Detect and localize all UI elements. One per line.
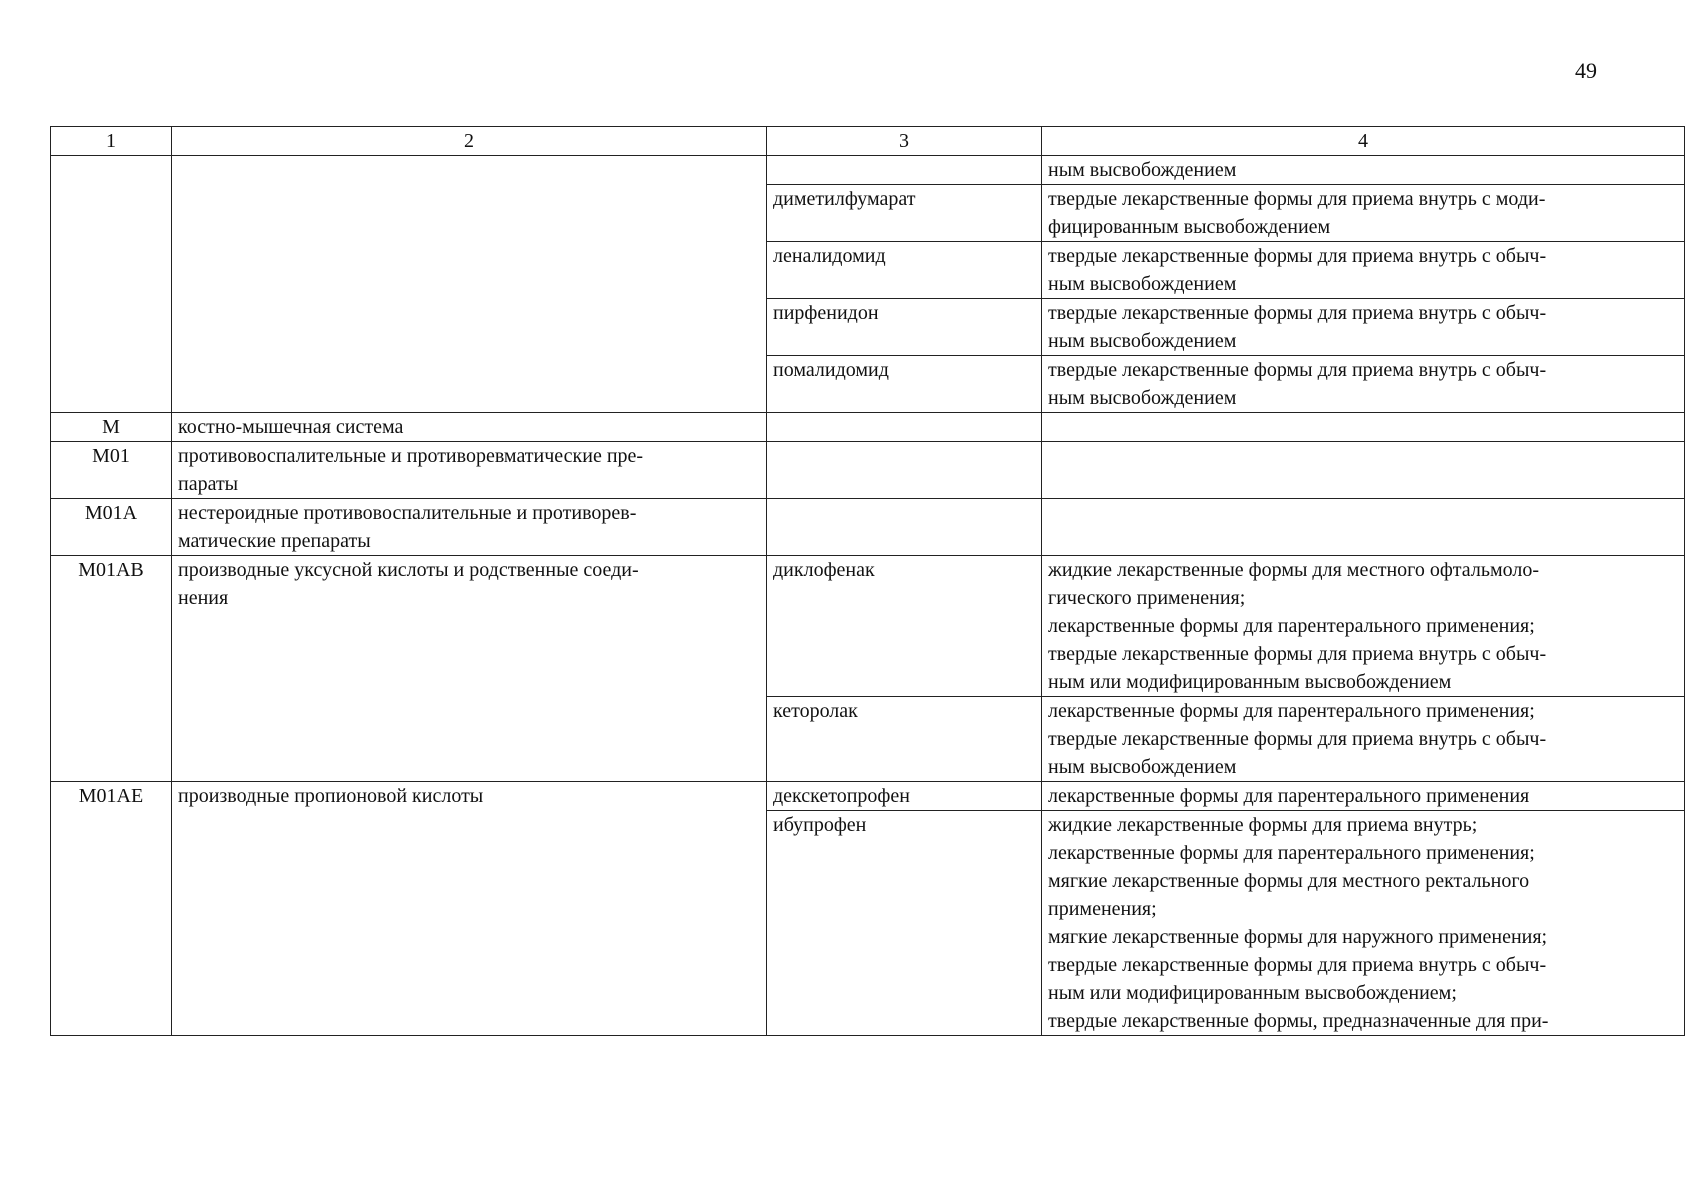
- name-line: матические препараты: [178, 530, 371, 552]
- name-line: нестероидные противовоспалительные и противорев-: [178, 502, 637, 524]
- code-cell: М: [51, 413, 172, 442]
- name-cell: производные пропионовой кислоты: [172, 782, 767, 1036]
- form-line: жидкие лекарственные формы для приема внутрь;: [1048, 814, 1478, 836]
- code-cell: М01АЕ: [51, 782, 172, 1036]
- column-header-3: 3: [767, 127, 1042, 156]
- table-row: [51, 413, 1685, 442]
- form-cell: [1042, 242, 1685, 299]
- drug-cell: леналидомид: [767, 242, 1042, 299]
- drug-cell: помалидомид: [767, 356, 1042, 413]
- table-row: [51, 156, 1685, 185]
- drug-cell: декскетопрофен: [767, 782, 1042, 811]
- column-header-2: 2: [172, 127, 767, 156]
- form-cell: [1042, 811, 1685, 1036]
- drug-cell: [767, 413, 1042, 442]
- form-line: лекарственные формы для парентерального применения;: [1048, 615, 1535, 637]
- form-cell: [1042, 697, 1685, 782]
- page-number: 49: [1575, 58, 1597, 83]
- form-line: твердые лекарственные формы для приема внутрь с моди-: [1048, 188, 1546, 210]
- form-line: ным или модифицированным высвобождением: [1048, 671, 1452, 693]
- table-row: [51, 556, 1685, 697]
- drug-cell: диметилфумарат: [767, 185, 1042, 242]
- form-line: лекарственные формы для парентерального применения;: [1048, 700, 1535, 722]
- form-line: твердые лекарственные формы, предназначенные для при-: [1048, 1010, 1549, 1032]
- table-row: [51, 499, 1685, 556]
- form-line: твердые лекарственные формы для приема внутрь с обыч-: [1048, 643, 1547, 665]
- drug-cell: диклофенак: [767, 556, 1042, 697]
- form-cell: [1042, 442, 1685, 499]
- form-line: лекарственные формы для парентерального применения;: [1048, 842, 1535, 864]
- form-line: твердые лекарственные формы для приема внутрь с обыч-: [1048, 954, 1547, 976]
- form-line: ным высвобождением: [1048, 756, 1237, 778]
- form-line: ным высвобождением: [1048, 330, 1237, 352]
- name-line: параты: [178, 473, 239, 495]
- form-line: гического применения;: [1048, 587, 1246, 609]
- name-line: противовоспалительные и противоревматические пре-: [178, 445, 644, 467]
- form-line: твердые лекарственные формы для приема внутрь с обыч-: [1048, 359, 1547, 381]
- drug-cell: пирфенидон: [767, 299, 1042, 356]
- form-line: фицированным высвобождением: [1048, 216, 1331, 238]
- form-line: твердые лекарственные формы для приема внутрь с обыч-: [1048, 302, 1547, 324]
- column-header-4: 4: [1042, 127, 1685, 156]
- form-cell: [1042, 413, 1685, 442]
- form-cell: ным высвобождением: [1042, 156, 1685, 185]
- column-header-1: 1: [51, 127, 172, 156]
- name-cell: [172, 556, 767, 782]
- form-line: ным высвобождением: [1048, 273, 1237, 295]
- drug-cell: ибупрофен: [767, 811, 1042, 1036]
- form-line: ным или модифицированным высвобождением;: [1048, 982, 1457, 1004]
- name-line: нения: [178, 587, 229, 609]
- form-line: твердые лекарственные формы для приема внутрь с обыч-: [1048, 728, 1547, 750]
- table-header-row: [51, 127, 1685, 156]
- name-cell: [172, 499, 767, 556]
- form-cell: [1042, 499, 1685, 556]
- drug-cell: [767, 442, 1042, 499]
- form-line: мягкие лекарственные формы для наружного применения;: [1048, 926, 1548, 948]
- code-cell: [51, 156, 172, 413]
- drug-classification-table: [50, 126, 1685, 1036]
- name-cell: [172, 442, 767, 499]
- form-cell: [1042, 556, 1685, 697]
- form-line: мягкие лекарственные формы для местного ректального: [1048, 870, 1530, 892]
- form-line: твердые лекарственные формы для приема внутрь с обыч-: [1048, 245, 1547, 267]
- form-cell: [1042, 299, 1685, 356]
- table-row: [51, 782, 1685, 811]
- form-line: ным высвобождением: [1048, 387, 1237, 409]
- form-cell: [1042, 185, 1685, 242]
- form-cell: лекарственные формы для парентерального применения: [1042, 782, 1685, 811]
- code-cell: М01А: [51, 499, 172, 556]
- drug-cell: [767, 156, 1042, 185]
- code-cell: М01: [51, 442, 172, 499]
- form-line: применения;: [1048, 898, 1157, 920]
- drug-cell: кеторолак: [767, 697, 1042, 782]
- name-cell: [172, 156, 767, 413]
- name-cell: костно-мышечная система: [172, 413, 767, 442]
- drug-cell: [767, 499, 1042, 556]
- code-cell: М01АВ: [51, 556, 172, 782]
- form-cell: [1042, 356, 1685, 413]
- name-line: производные уксусной кислоты и родственные соеди-: [178, 559, 639, 581]
- form-line: жидкие лекарственные формы для местного офтальмоло-: [1048, 559, 1539, 581]
- table-row: [51, 442, 1685, 499]
